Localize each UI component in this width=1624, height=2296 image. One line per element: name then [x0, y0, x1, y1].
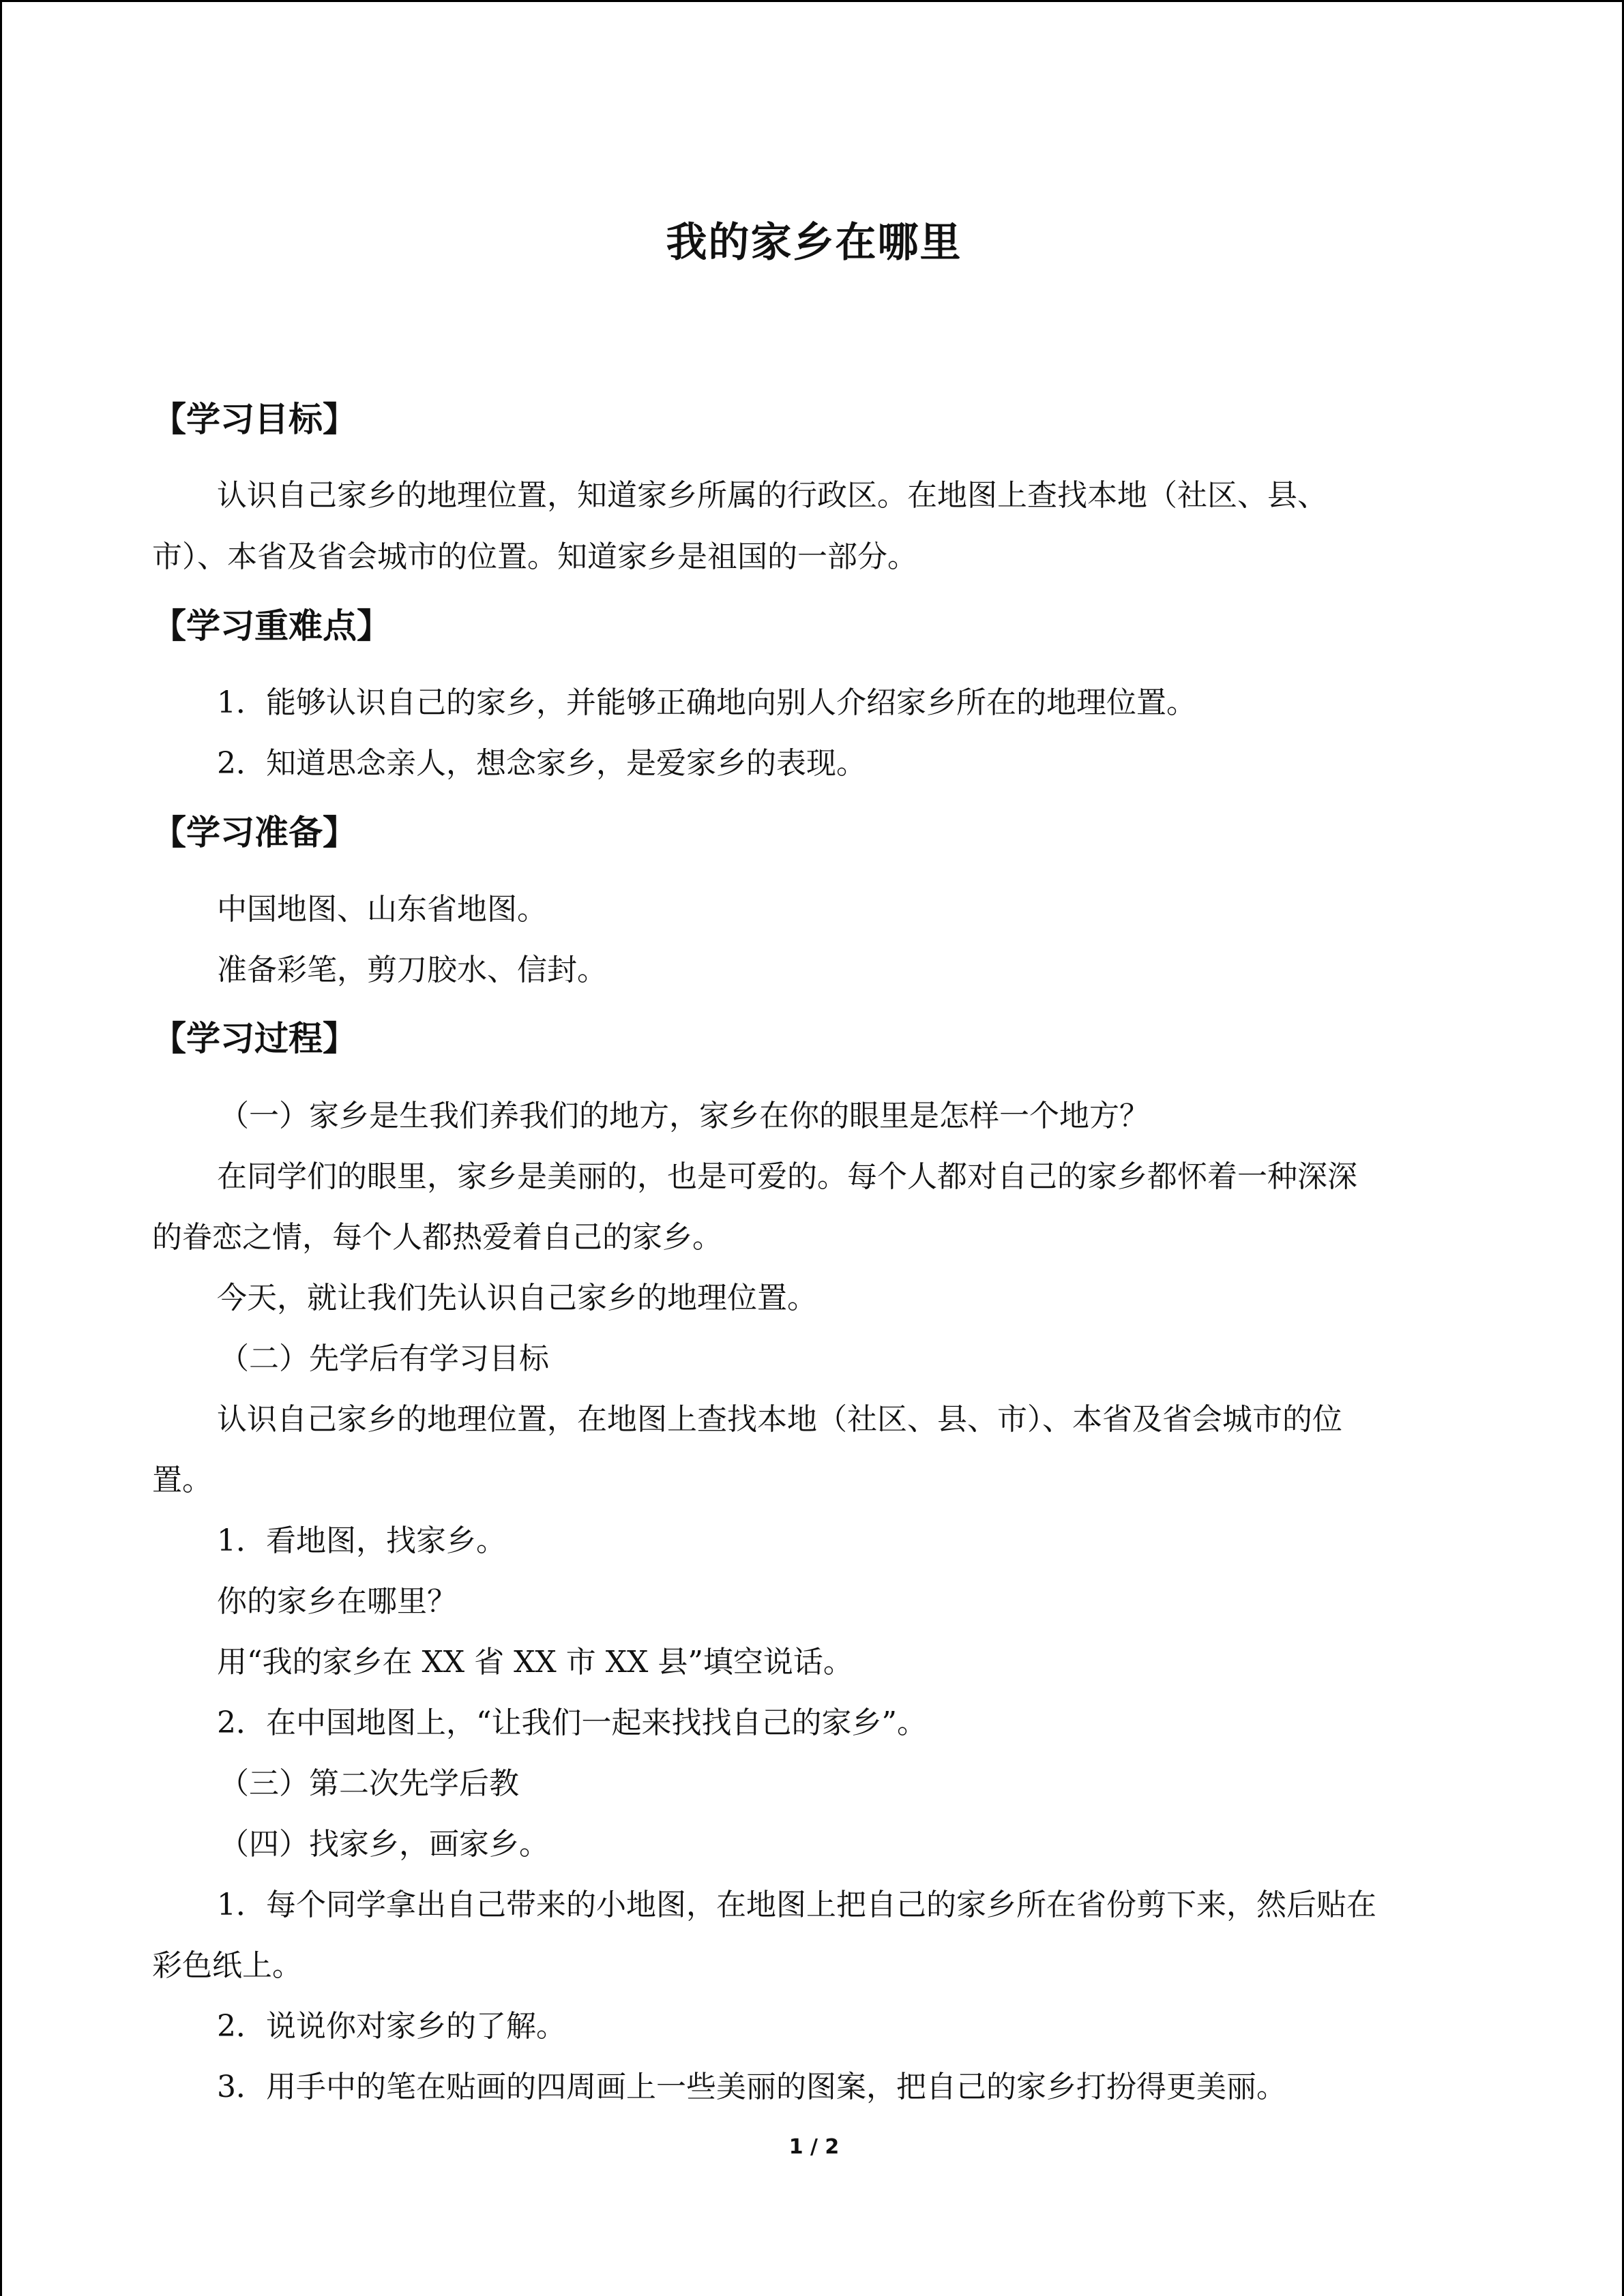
key-point-1: 1．能够认识自己的家乡，并能够正确地向别人介绍家乡所在的地理位置。 [217, 685, 1196, 720]
process-paragraph-10: （三）第二次先学后教 [219, 1766, 519, 1801]
process-paragraph-8: 用“我的家乡在 XX 省 XX 市 XX 县”填空说话。 [217, 1645, 853, 1680]
process-paragraph-9: 2．在中国地图上，“让我们一起来找找自己的家乡”。 [217, 1705, 927, 1740]
process-paragraph-5-line-1: 认识自己家乡的地理位置，在地图上查找本地（社区、县、市）、本省及省会城市的位 [217, 1402, 1342, 1437]
process-paragraph-3: 今天，就让我们先认识自己家乡的地理位置。 [217, 1281, 817, 1315]
goal-paragraph-line-1: 认识自己家乡的地理位置，知道家乡所属的行政区。在地图上查找本地（社区、县、 [217, 478, 1327, 513]
process-paragraph-11: （四）找家乡，画家乡。 [219, 1827, 549, 1862]
process-paragraph-4: （二）先学后有学习目标 [219, 1341, 549, 1376]
goal-paragraph-line-2: 市）、本省及省会城市的位置。知道家乡是祖国的一部分。 [152, 539, 917, 574]
preparation-line-1: 中国地图、山东省地图。 [217, 892, 547, 927]
process-paragraph-12-line-2: 彩色纸上。 [152, 1948, 302, 1983]
process-paragraph-2-line-2: 的眷恋之情，每个人都热爱着自己的家乡。 [152, 1220, 722, 1255]
process-paragraph-1: （一）家乡是生我们养我们的地方，家乡在你的眼里是怎样一个地方？ [219, 1099, 1149, 1133]
key-point-2: 2．知道思念亲人，想念家乡，是爱家乡的表现。 [217, 746, 866, 781]
process-paragraph-13: 2．说说你对家乡的了解。 [217, 2009, 566, 2044]
process-paragraph-14: 3．用手中的笔在贴画的四周画上一些美丽的图案，把自己的家乡打扮得更美丽。 [217, 2070, 1286, 2104]
process-paragraph-12-line-1: 1．每个同学拿出自己带来的小地图，在地图上把自己的家乡所在省份剪下来，然后贴在 [217, 1888, 1376, 1922]
heading-process: 【学习过程】 [152, 1019, 357, 1058]
heading-preparation: 【学习准备】 [152, 813, 357, 852]
page-number: 1 / 2 [788, 2135, 840, 2159]
page-title: 我的家乡在哪里 [666, 219, 962, 267]
heading-learning-goals: 【学习目标】 [152, 400, 357, 439]
process-paragraph-6: 1．看地图，找家乡。 [217, 1523, 506, 1558]
process-paragraph-2-line-1: 在同学们的眼里，家乡是美丽的，也是可爱的。每个人都对自己的家乡都怀着一种深深 [217, 1159, 1357, 1194]
heading-key-points: 【学习重难点】 [152, 606, 391, 646]
process-paragraph-5-line-2: 置。 [152, 1463, 212, 1497]
preparation-line-2: 准备彩笔，剪刀胶水、信封。 [217, 953, 607, 987]
process-paragraph-7: 你的家乡在哪里？ [217, 1584, 457, 1619]
